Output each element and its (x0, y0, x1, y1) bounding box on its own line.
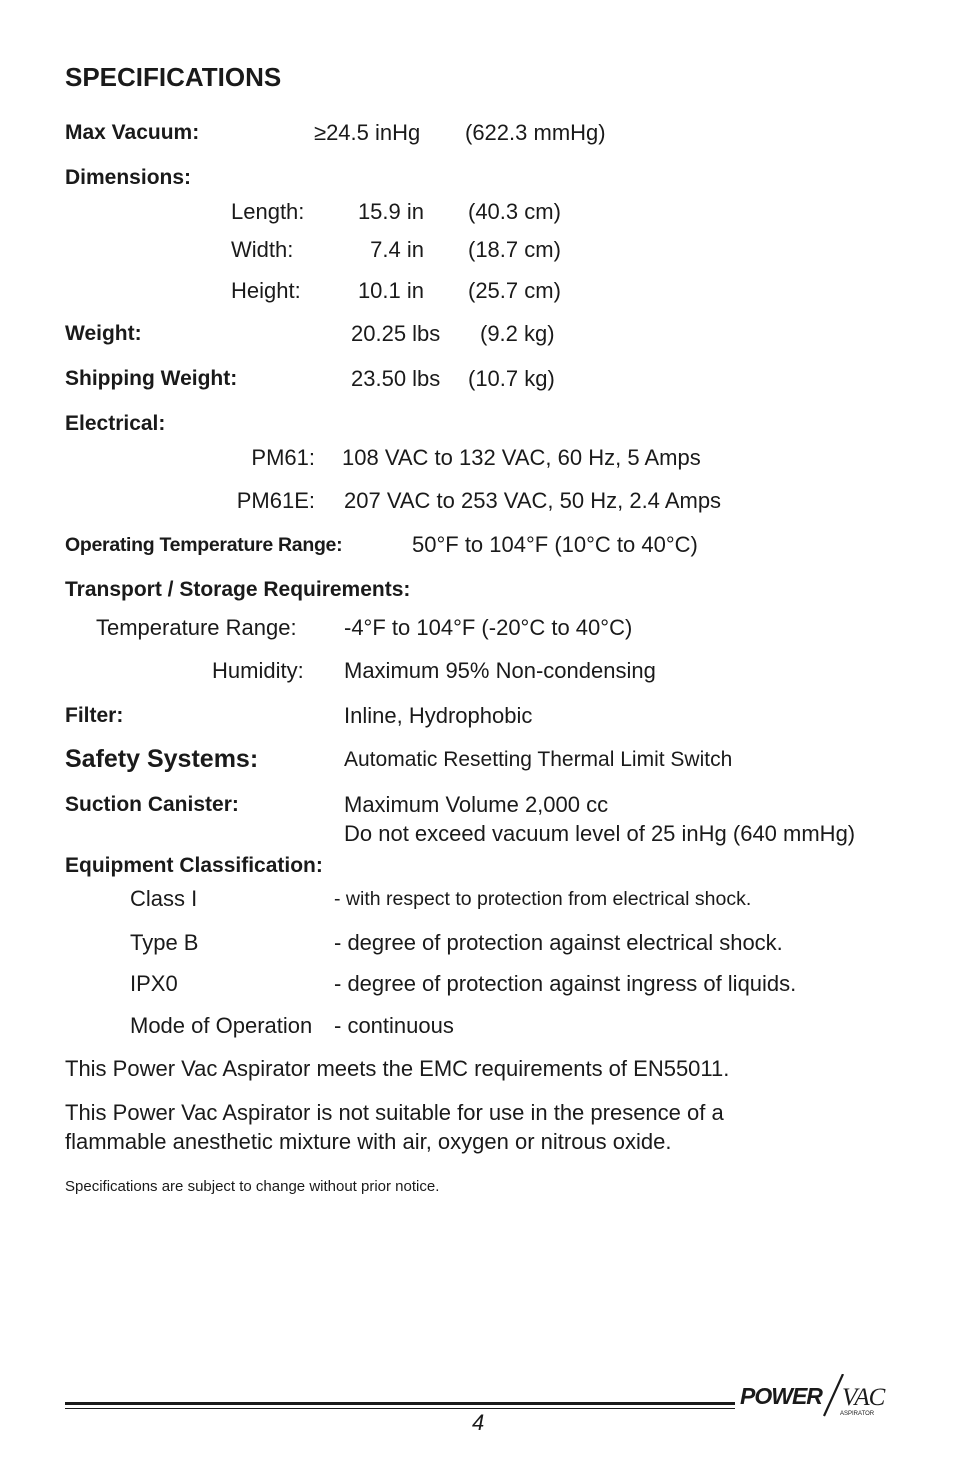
length-metric: (40.3 cm) (468, 199, 561, 224)
class-i-name: Class I (130, 886, 198, 911)
logo-text-power: POWER (740, 1383, 822, 1409)
operating-temp-label: Operating Temperature Range: (65, 534, 343, 556)
class-i-desc: - with respect to protection from electrical shock. (334, 888, 752, 910)
filter-value: Inline, Hydrophobic (344, 703, 533, 728)
page-number: 4 (472, 1410, 485, 1435)
type-b-desc: - degree of protection against electrical shock. (334, 930, 783, 955)
safety-value: Automatic Resetting Thermal Limit Switch (344, 748, 733, 771)
height-label: Height: (231, 278, 301, 303)
width-metric: (18.7 cm) (468, 237, 561, 262)
classification-label: Equipment Classification: (65, 854, 323, 877)
transport-temp-value: -4°F to 104°F (-20°C to 40°C) (344, 615, 633, 640)
height-metric: (25.7 cm) (468, 278, 561, 303)
safety-label: Safety Systems: (65, 745, 259, 773)
canister-label: Suction Canister: (65, 793, 239, 816)
transport-temp-label: Temperature Range: (96, 615, 297, 640)
mode-desc: - continuous (334, 1013, 454, 1038)
electrical-label: Electrical: (65, 412, 166, 435)
canister-line-2: Do not exceed vacuum level of 25 inHg (640 mmHg) (344, 821, 856, 846)
disclaimer: Specifications are subject to change without prior notice. (65, 1178, 440, 1195)
weight-metric: (9.2 kg) (480, 321, 555, 346)
flammable-note-line-1: This Power Vac Aspirator is not suitable for use in the presence of a (65, 1100, 724, 1125)
canister-line-1: Maximum Volume 2,000 cc (344, 792, 609, 817)
humidity-value: Maximum 95% Non-condensing (344, 658, 656, 683)
length-label: Length: (231, 199, 305, 224)
max-vacuum-label: Max Vacuum: (65, 121, 200, 144)
page-title: SPECIFICATIONS (65, 62, 282, 92)
type-b-name: Type B (130, 930, 199, 955)
footer-rule-thick (65, 1402, 735, 1405)
electrical-spec-pm61: 108 VAC to 132 VAC, 60 Hz, 5 Amps (342, 445, 701, 470)
height-value: 10.1 in (357, 278, 424, 303)
width-label: Width: (231, 237, 294, 262)
weight-value: 20.25 lbs (351, 321, 441, 346)
logo-subtext: ASPIRATOR (840, 1411, 875, 1417)
mode-name: Mode of Operation (130, 1013, 313, 1038)
logo-text-vac: VAC (842, 1384, 885, 1411)
width-value: 7.4 in (370, 237, 424, 262)
power-vac-logo (740, 1374, 890, 1420)
dimensions-label: Dimensions: (65, 166, 192, 189)
flammable-note-line-2: flammable anesthetic mixture with air, oxygen or nitrous oxide. (65, 1129, 672, 1154)
shipping-weight-label: Shipping Weight: (65, 367, 238, 390)
max-vacuum-value: ≥24.5 inHg (314, 120, 421, 145)
shipping-weight-metric: (10.7 kg) (468, 366, 555, 391)
weight-label: Weight: (65, 322, 142, 345)
footer-rule-thin (65, 1408, 735, 1409)
length-value: 15.9 in (357, 199, 424, 224)
transport-label: Transport / Storage Requirements: (65, 578, 411, 601)
emc-note: This Power Vac Aspirator meets the EMC requirements of EN55011. (65, 1056, 730, 1081)
humidity-label: Humidity: (212, 658, 304, 683)
electrical-spec-pm61e: 207 VAC to 253 VAC, 50 Hz, 2.4 Amps (344, 488, 722, 513)
max-vacuum-metric: (622.3 mmHg) (465, 120, 606, 145)
operating-temp-value: 50°F to 104°F (10°C to 40°C) (412, 532, 698, 557)
electrical-model-pm61e: PM61E: (236, 488, 315, 513)
shipping-weight-value: 23.50 lbs (351, 366, 441, 391)
ipx0-desc: - degree of protection against ingress of liquids. (334, 971, 797, 996)
filter-label: Filter: (65, 704, 124, 727)
electrical-model-pm61: PM61: (251, 445, 315, 470)
ipx0-name: IPX0 (130, 971, 178, 996)
